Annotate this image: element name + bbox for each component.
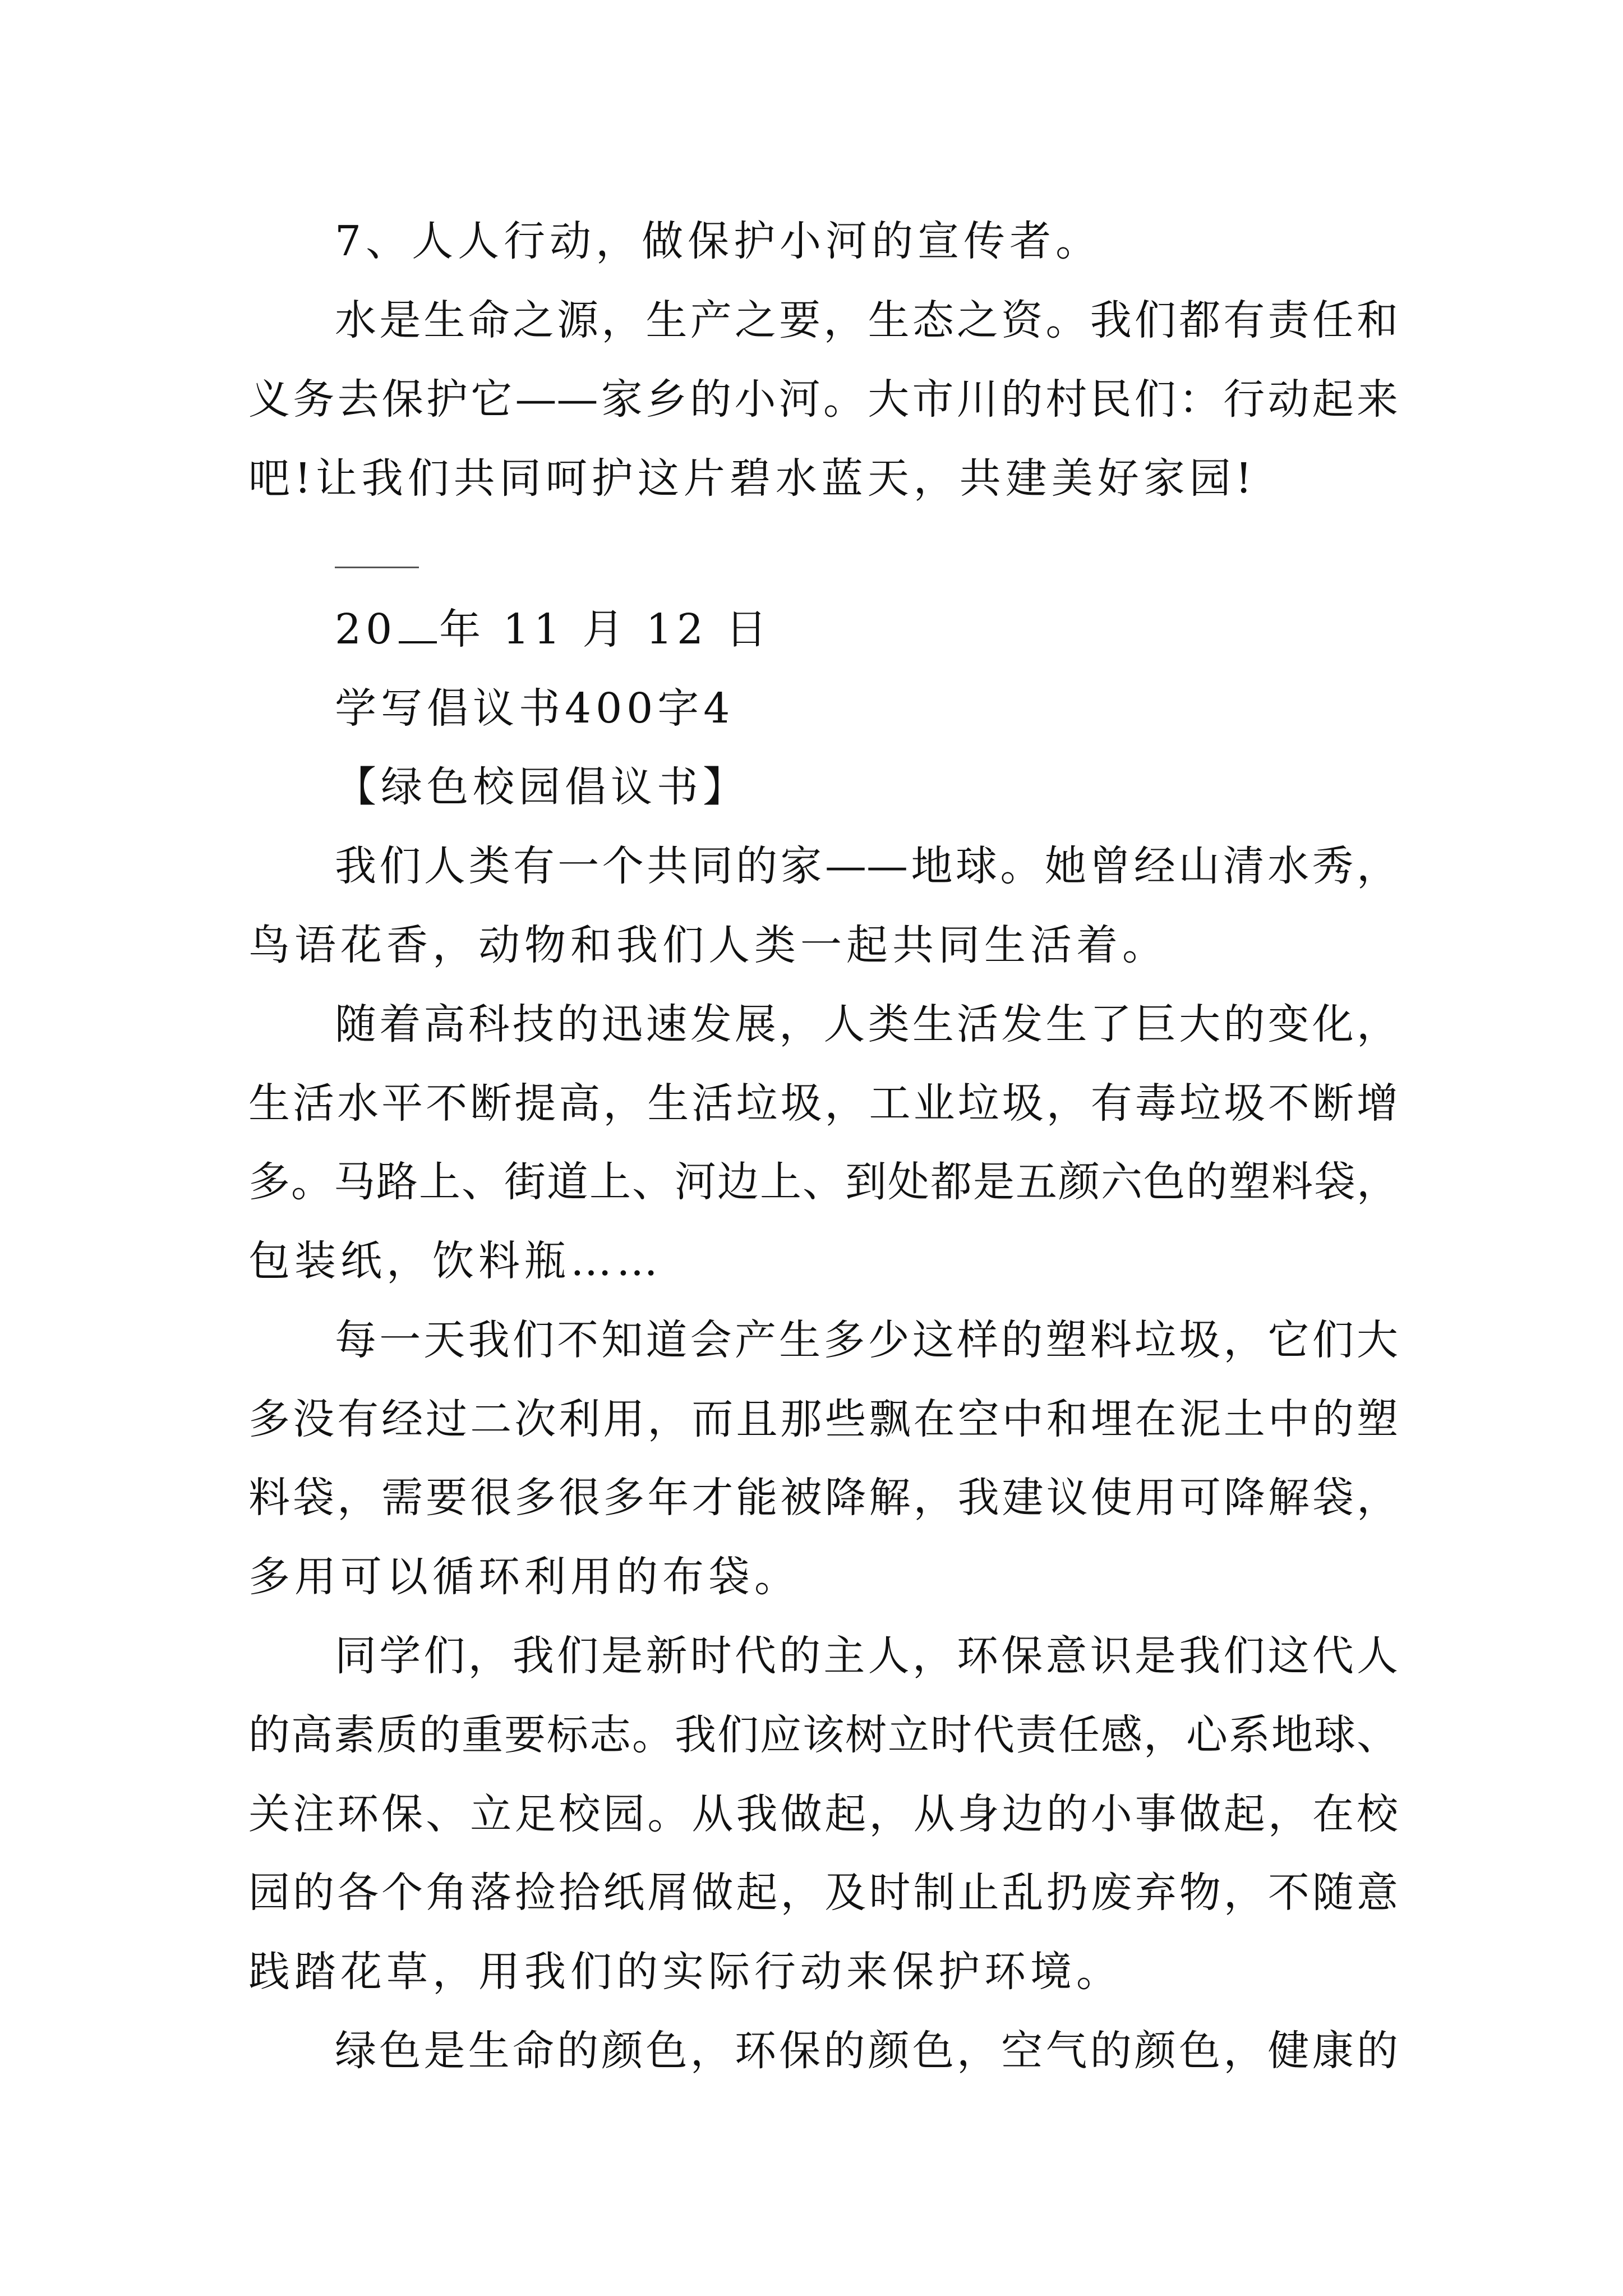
paragraph-line: 包装纸，饮料瓶…… — [248, 1237, 662, 1285]
paragraph-line: 同学们，我们是新时代的主人，环保意识是我们这代人 — [335, 1632, 1398, 1680]
paragraph-line: 每一天我们不知道会产生多少这样的塑料垃圾，它们大 — [335, 1316, 1398, 1364]
paragraph-line: 多用可以循环利用的布袋。 — [248, 1553, 800, 1601]
section-heading: 学写倡议书400字4 — [335, 684, 735, 733]
paragraph-line: 料袋，需要很多很多年才能被降解，我建议使用可降解袋， — [248, 1474, 1398, 1522]
paragraph-line: 生活水平不断提高，生活垃圾，工业垃圾，有毒垃圾不断增 — [248, 1079, 1398, 1128]
paragraph-line: 绿色是生命的颜色，环保的颜色，空气的颜色，健康的 — [335, 2027, 1398, 2075]
paragraph-line: 我们人类有一个共同的家——地球。她曾经山清水秀， — [335, 842, 1398, 890]
paragraph-line: 园的各个角落捡拾纸屑做起，及时制止乱扔废弃物，不随意 — [248, 1869, 1398, 1917]
paragraph-line: 践踏花草，用我们的实际行动来保护环境。 — [248, 1948, 1122, 1996]
paragraph-line: 水是生命之源，生产之要，生态之资。我们都有责任和 — [335, 296, 1398, 344]
signature-rule — [335, 567, 419, 568]
date-line — [335, 604, 772, 655]
paragraph-line: 随着高科技的迅速发展，人类生活发生了巨大的变化， — [335, 1000, 1398, 1048]
date-rest: 年 11 月 12 日 — [439, 605, 772, 654]
paragraph-line: 义务去保护它——家乡的小河。大市川的村民们：行动起来 — [248, 375, 1398, 424]
paragraph-line: 多。马路上、街道上、河边上、到处都是五颜六色的塑料袋， — [248, 1158, 1398, 1206]
date-year-blank — [399, 608, 437, 643]
date-year-prefix: 20 — [335, 605, 397, 654]
paragraph-line: 多没有经过二次利用，而且那些飘在空中和埋在泥土中的塑 — [248, 1395, 1398, 1443]
paragraph-line: 鸟语花香，动物和我们人类一起共同生活着。 — [248, 921, 1168, 969]
paragraph-line: 7、人人行动，做保护小河的宣传者。 — [335, 217, 1102, 265]
paragraph-line: 关注环保、立足校园。从我做起，从身边的小事做起，在校 — [248, 1790, 1398, 1838]
paragraph-line: 吧!让我们共同呵护这片碧水蓝天，共建美好家园! — [248, 454, 1257, 503]
paragraph-line: 的高素质的重要标志。我们应该树立时代责任感，心系地球、 — [248, 1711, 1398, 1759]
document-title: 【绿色校园倡议书】 — [335, 763, 749, 811]
